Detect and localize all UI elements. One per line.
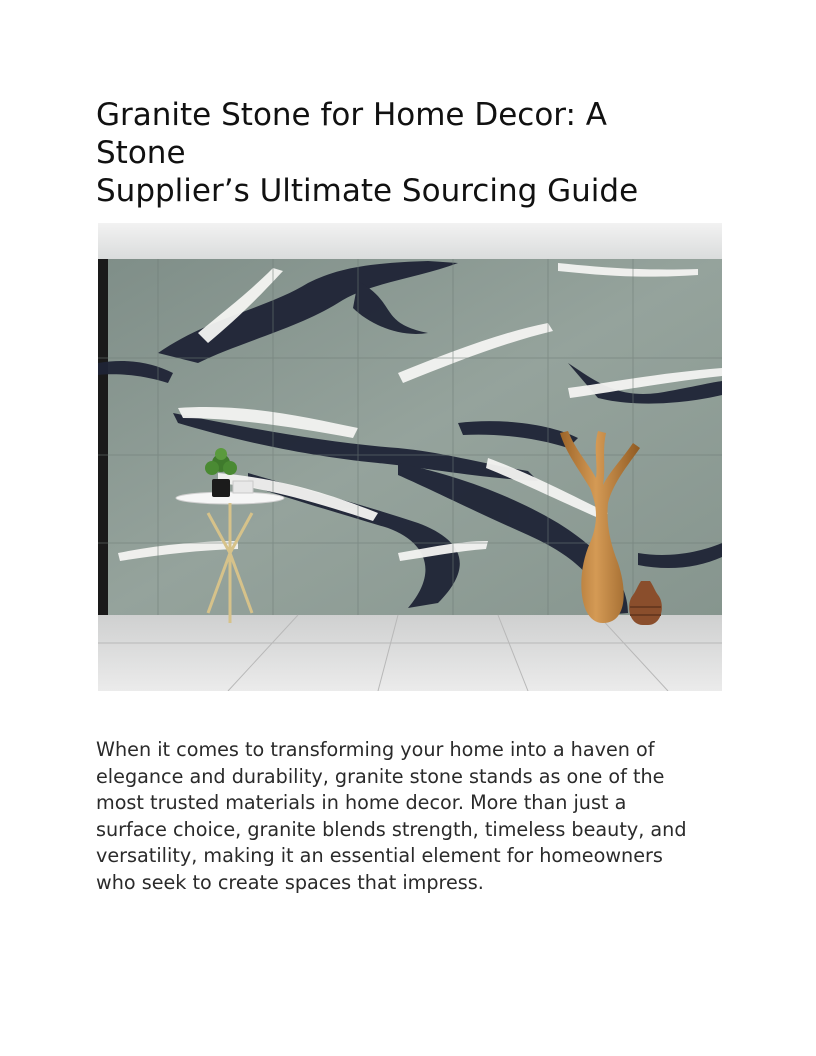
title-line: Supplier’s Ultimate Sourcing Guide [96, 173, 639, 209]
paragraph-line: elegance and durability, granite stone stands as one of the [96, 764, 665, 788]
page-title [96, 96, 696, 210]
intro-paragraph [96, 737, 726, 897]
paragraph-line: versatility, making it an essential element for homeowners [96, 844, 663, 868]
paragraph-line: surface choice, granite blends strength, timeless beauty, and [96, 817, 687, 841]
hero-image-granite-wall [98, 223, 722, 691]
paragraph-line: who seek to create spaces that impress. [96, 870, 484, 894]
paragraph-line: most trusted materials in home decor. More than just a [96, 791, 627, 815]
title-line: Granite Stone for Home Decor: A [96, 97, 608, 133]
dark-corner [98, 259, 108, 617]
granite-wall [98, 259, 722, 617]
floor [98, 615, 722, 691]
ceiling [98, 223, 722, 261]
title-line: Stone [96, 135, 186, 171]
paragraph-line: When it comes to transforming your home into a haven of [96, 738, 655, 761]
